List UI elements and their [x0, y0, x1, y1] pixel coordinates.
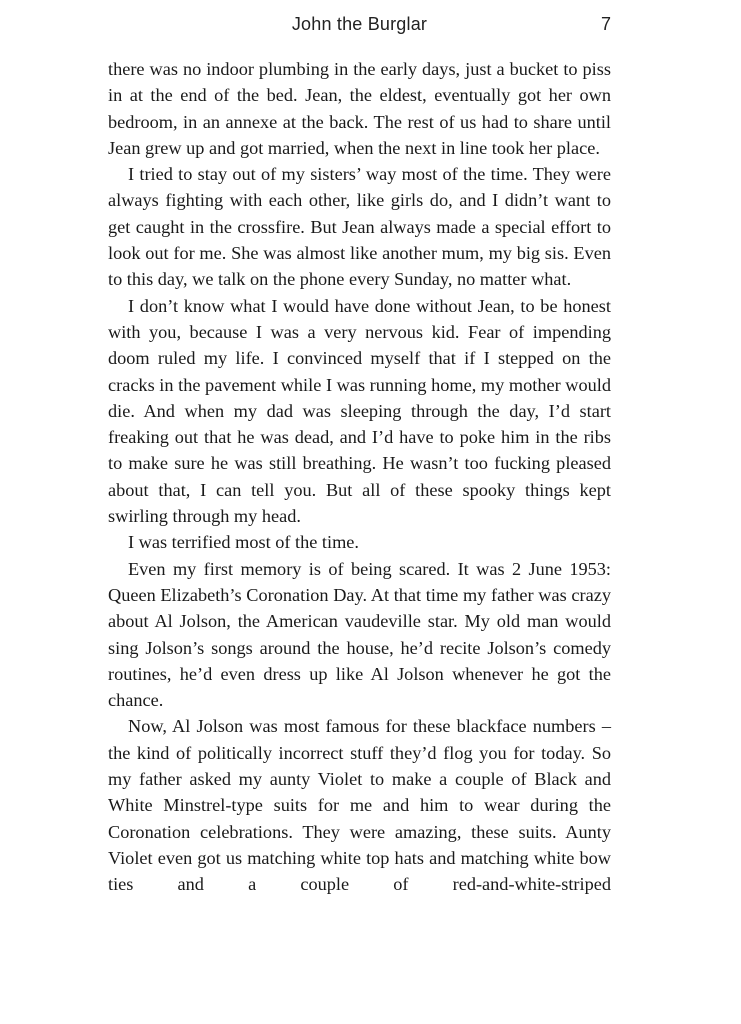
running-title: John the Burglar: [291, 14, 428, 34]
paragraph-minstrel-suits: Now, Al Jolson was most famous for these blackface numbers – the kind of politically incorrect stuff they’d flog you for today. So my father asked my aunty Violet to make a couple of Black and White Minstrel-type suits for me and him to wear during the Coronation celebrations. They were amazing, these suits. Aunty Violet even got us matching white top hats and matching white bow ties and a couple of red-and-white-striped: [108, 716, 611, 895]
paragraph-sisters: I tried to stay out of my sisters’ way most of the time. They were always fighting with each other, like girls do, and I didn’t want to get caught in the crossfire. But Jean always made a special effort to look out for me. She was almost like another mum, my big sis. Even to this day, we talk on the phone every Sunday, no matter what.: [108, 164, 611, 290]
page-number: 7: [600, 14, 611, 34]
running-header: [108, 14, 611, 38]
body-text: [108, 56, 611, 898]
paragraph-nervous-kid: I don’t know what I would have done without Jean, to be honest with you, because I was a very nervous kid. Fear of impending doom ruled my life. I convinced myself that if I stepped on the cracks in the pavement while I was running home, my mother would die. And when my dad was sleeping through the day, I’d start freaking out that he was dead, and I’d have to poke him in the ribs to make sure he was still breathing. He wasn’t too fucking pleased about that, I can tell you. But all of these spooky things kept swirling through my head.: [108, 295, 611, 527]
paragraph-terrified: I was terrified most of the time.: [128, 532, 359, 553]
paragraph-first-memory: Even my first memory is of being scared. It was 2 June 1953: Queen Elizabeth’s Coronation Day. At that time my father was crazy about Al Jolson, the American vaudeville star. My old man would sing Jolson’s songs around the house, he’d recite Jolson’s comedy routines, he’d even dress up like Al Jolson whenever he got the chance.: [108, 558, 611, 711]
paragraph-continued: there was no indoor plumbing in the early days, just a bucket to piss in at the end of the bed. Jean, the eldest, eventually got her own bedroom, in an annexe at the back. The rest of us had to share until Jean grew up and got married, when the next in line took her place.: [108, 59, 611, 158]
